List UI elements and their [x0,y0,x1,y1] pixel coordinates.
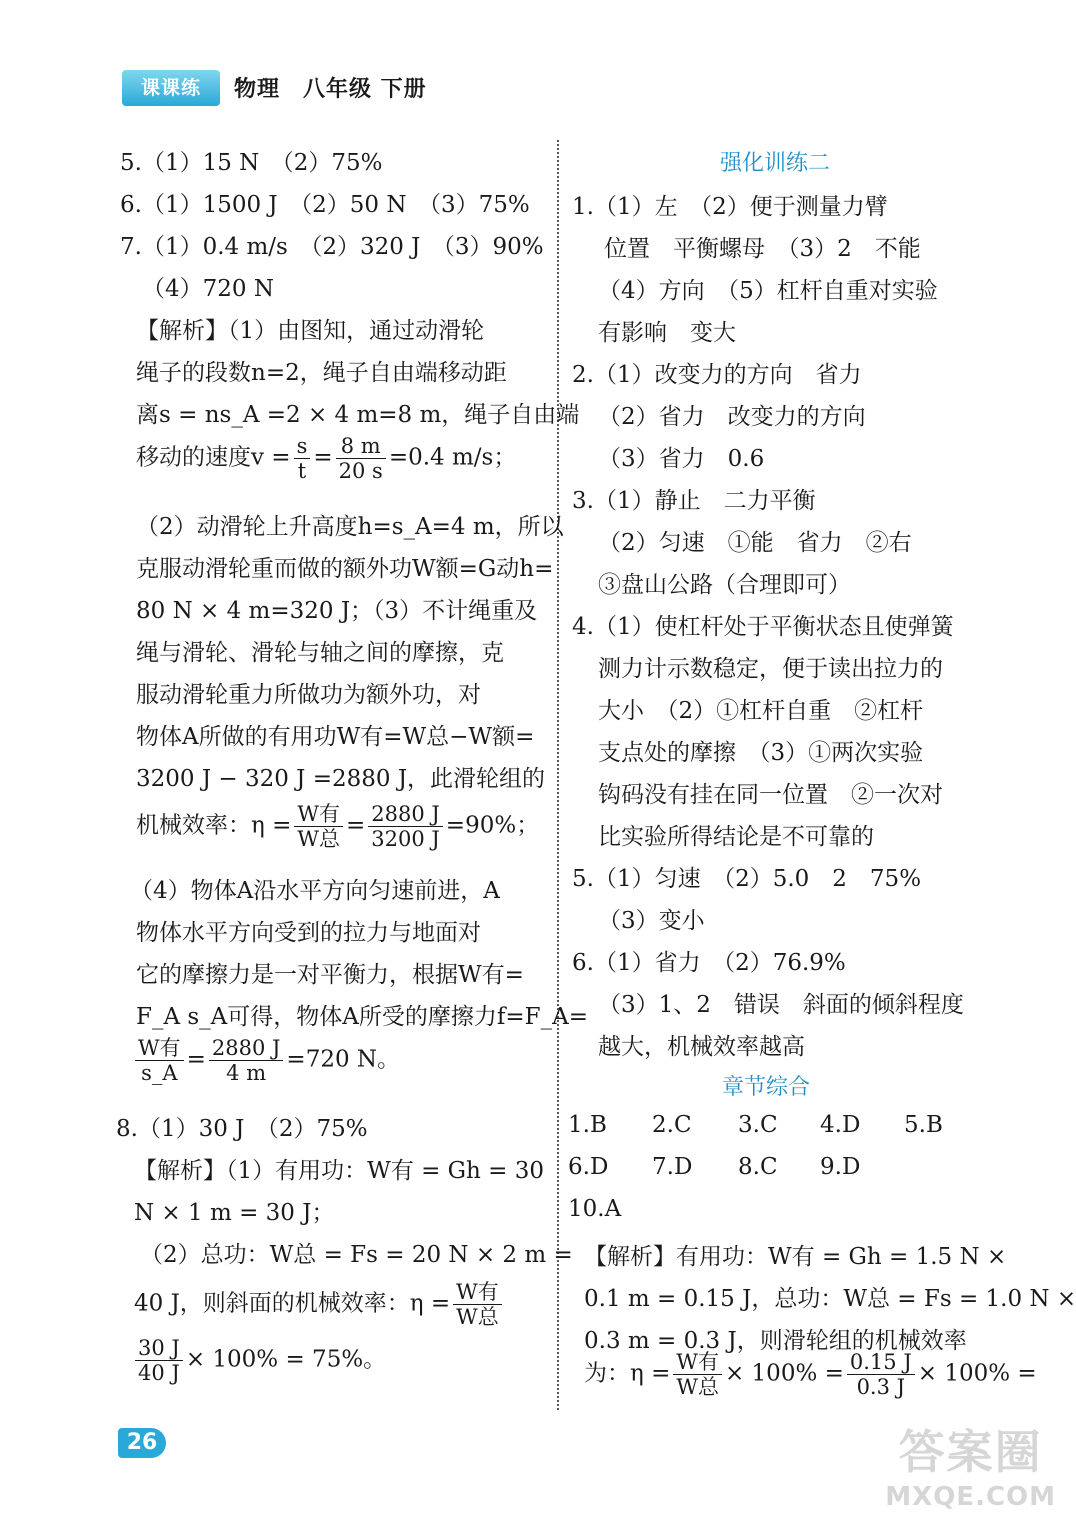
answer-6: 6.（1）省力 （2）76.9% [572,950,846,976]
fraction-30-over-40 [135,1336,183,1385]
fraction-w-useful-over-w-total [453,1280,502,1329]
answer-1-cont: （4）方向 （5）杠杆自重对实验 [598,278,938,304]
analysis-10-efficiency [584,1350,1037,1399]
analysis-7-efficiency [136,802,539,851]
answer-3-cont: ③盘山公路（合理即可） [598,572,851,598]
analysis-7-line: 服动滑轮重力所做功为额外功，对 [136,682,481,708]
analysis-7-friction [132,1036,400,1085]
analysis-7-line: 绳与滑轮、滑轮与轴之间的摩擦，克 [136,640,504,666]
analysis-7-line: 物体水平方向受到的拉力与地面对 [136,920,481,946]
analysis-8-result [132,1336,386,1385]
section-heading-training-2: 强化训练二 [720,151,831,176]
mc-answer: 3.C [738,1112,778,1138]
analysis-10-line: 0.1 m = 0.15 J，总功：W总 = Fs = 1.0 N × [584,1286,1076,1312]
answer-3: 3.（1）静止 二力平衡 [572,488,816,514]
answer-2: 2.（1）改变力的方向 省力 [572,362,862,388]
answer-1: 1.（1）左 （2）便于测量力臂 [572,194,888,220]
text: × 100% = 75%。 [185,1346,387,1373]
denominator: W总 [456,1305,499,1330]
answer-7-part4: （4）720 N [142,276,274,302]
answer-2-cont: （2）省力 改变力的方向 [598,404,866,430]
fraction-w-useful-over-w-total [294,802,343,851]
analysis-7-line: 【解析】（1）由图知，通过动滑轮 [136,318,485,344]
mc-answer: 5.B [904,1112,943,1138]
answer-7: 7.（1）0.4 m/s （2）320 J （3）90% [120,234,544,260]
denominator: W总 [676,1375,719,1400]
answer-4-cont: 大小 （2）①杠杆自重 ②杠杆 [598,698,924,724]
analysis-7-velocity [136,434,516,483]
numerator: W有 [453,1280,502,1305]
numerator: W有 [294,802,343,827]
mc-answer: 4.D [820,1112,861,1138]
analysis-8-line: 【解析】（1）有用功：W有 = Gh = 30 [134,1158,545,1184]
text: 40 J，则斜面的机械效率：η = [134,1290,451,1317]
answer-4-cont: 钩码没有挂在同一位置 ②一次对 [598,782,943,808]
mc-answer-10: 10.A [568,1196,622,1222]
denominator: 40 J [138,1361,180,1386]
answer-1-cont: 位置 平衡螺母 （3）2 不能 [604,236,921,262]
text: = [345,812,366,839]
answer-4-cont: 支点处的摩擦 （3）①两次实验 [598,740,924,766]
page-number: 26 [118,1428,166,1458]
fraction-8m-over-20s [336,434,386,483]
denominator: t [297,459,307,484]
answer-6-cont: （3）1、2 错误 斜面的倾斜程度 [598,992,964,1018]
column-divider [557,140,559,1410]
mc-answer: 7.D [652,1154,693,1180]
analysis-7-line: 物体A所做的有用功W有=W总−W额= [136,724,535,750]
answer-5: 5.（1）匀速 （2）5.0 2 75% [572,866,922,892]
denominator: 0.3 J [856,1375,906,1400]
watermark [885,1416,1056,1512]
mc-answer: 9.D [820,1154,861,1180]
analysis-8-line: N × 1 m = 30 J； [134,1200,335,1226]
answer-4-cont: 比实验所得结论是不可靠的 [598,824,874,850]
answer-2-cont: （3）省力 0.6 [598,446,765,472]
numerator: 0.15 J [847,1350,915,1375]
answer-6-cont: 越大，机械效率越高 [598,1034,805,1060]
analysis-7-line: 3200 J − 320 J =2880 J，此滑轮组的 [136,766,546,792]
numerator: 30 J [135,1336,183,1361]
text: × 100% = [917,1360,1037,1387]
fraction-s-over-t [294,434,311,483]
analysis-7-line: （2）动滑轮上升高度h=s_A=4 m，所以 [136,514,564,540]
section-heading-chapter-review: 章节综合 [722,1075,811,1100]
text: × 100% = [724,1360,844,1387]
analysis-7-line: （4）物体A沿水平方向匀速前进，A [130,878,500,904]
answer-8: 8.（1）30 J （2）75% [116,1116,368,1142]
text: 机械效率：η = [136,812,292,839]
fraction-w-useful-over-w-total [673,1350,722,1399]
mc-answer: 2.C [652,1112,692,1138]
fraction-2880-over-4m [209,1036,284,1085]
text: 移动的速度v = [136,444,291,471]
numerator: W有 [673,1350,722,1375]
denominator: s_A [141,1061,178,1086]
numerator: 8 m [336,434,386,459]
analysis-7-line: 绳子的段数n=2，绳子自由端移动距 [136,360,507,386]
analysis-10-line: 0.3 m = 0.3 J，则滑轮组的机械效率 [584,1328,967,1354]
mc-answer: 6.D [568,1154,609,1180]
analysis-7-line: 离s = ns_A =2 × 4 m=8 m，绳子自由端 [136,402,580,428]
numerator: s [294,434,311,459]
fraction-015-over-03 [847,1350,915,1399]
answer-5: 5.（1）15 N （2）75% [120,150,383,176]
answer-4: 4.（1）使杠杆处于平衡状态且使弹簧 [572,614,954,640]
text: = [313,444,333,471]
fraction-2880-over-3200 [368,802,443,851]
mc-answer: 1.B [568,1112,607,1138]
numerator: W有 [135,1036,184,1061]
watermark-main: 答案圈 [898,1425,1043,1479]
text: =720 N。 [286,1046,401,1073]
analysis-7-line: 它的摩擦力是一对平衡力，根据W有= [136,962,524,988]
text: 为：η = [584,1360,671,1387]
numerator: 2880 J [368,802,443,827]
denominator: W总 [297,827,340,852]
denominator: 3200 J [371,827,440,852]
analysis-7-line: F_A s_A可得，物体A所受的摩擦力f=F_A= [136,1004,589,1030]
text: =90%； [445,812,540,839]
analysis-8-efficiency [134,1280,505,1329]
answer-4-cont: 测力计示数稳定，便于读出拉力的 [598,656,943,682]
text: =0.4 m/s； [388,444,517,471]
mc-answer: 8.C [738,1154,778,1180]
answer-6: 6.（1）1500 J （2）50 N （3）75% [120,192,530,218]
analysis-10-line: 【解析】有用功：W有 = Gh = 1.5 N × [584,1244,1007,1270]
analysis-8-line: （2）总功：W总 = Fs = 20 N × 2 m = [140,1242,573,1268]
answer-1-cont: 有影响 变大 [598,320,736,346]
numerator: 2880 J [209,1036,284,1061]
book-title: 物理 八年级 下册 [234,77,427,102]
watermark-site: MXQE.COM [885,1482,1056,1512]
analysis-7-line: 80 N × 4 m=320 J；（3）不计绳重及 [136,598,538,624]
analysis-7-line: 克服动滑轮重而做的额外功W额=G动h= [136,556,554,582]
denominator: 4 m [226,1061,267,1086]
text: = [186,1046,206,1073]
denominator: 20 s [338,459,383,484]
series-logo: 课课练 [122,70,220,106]
answer-3-cont: （2）匀速 ①能 省力 ②右 [598,530,912,556]
answer-5-cont: （3）变小 [598,908,705,934]
fraction-w-useful-over-sa [135,1036,184,1085]
